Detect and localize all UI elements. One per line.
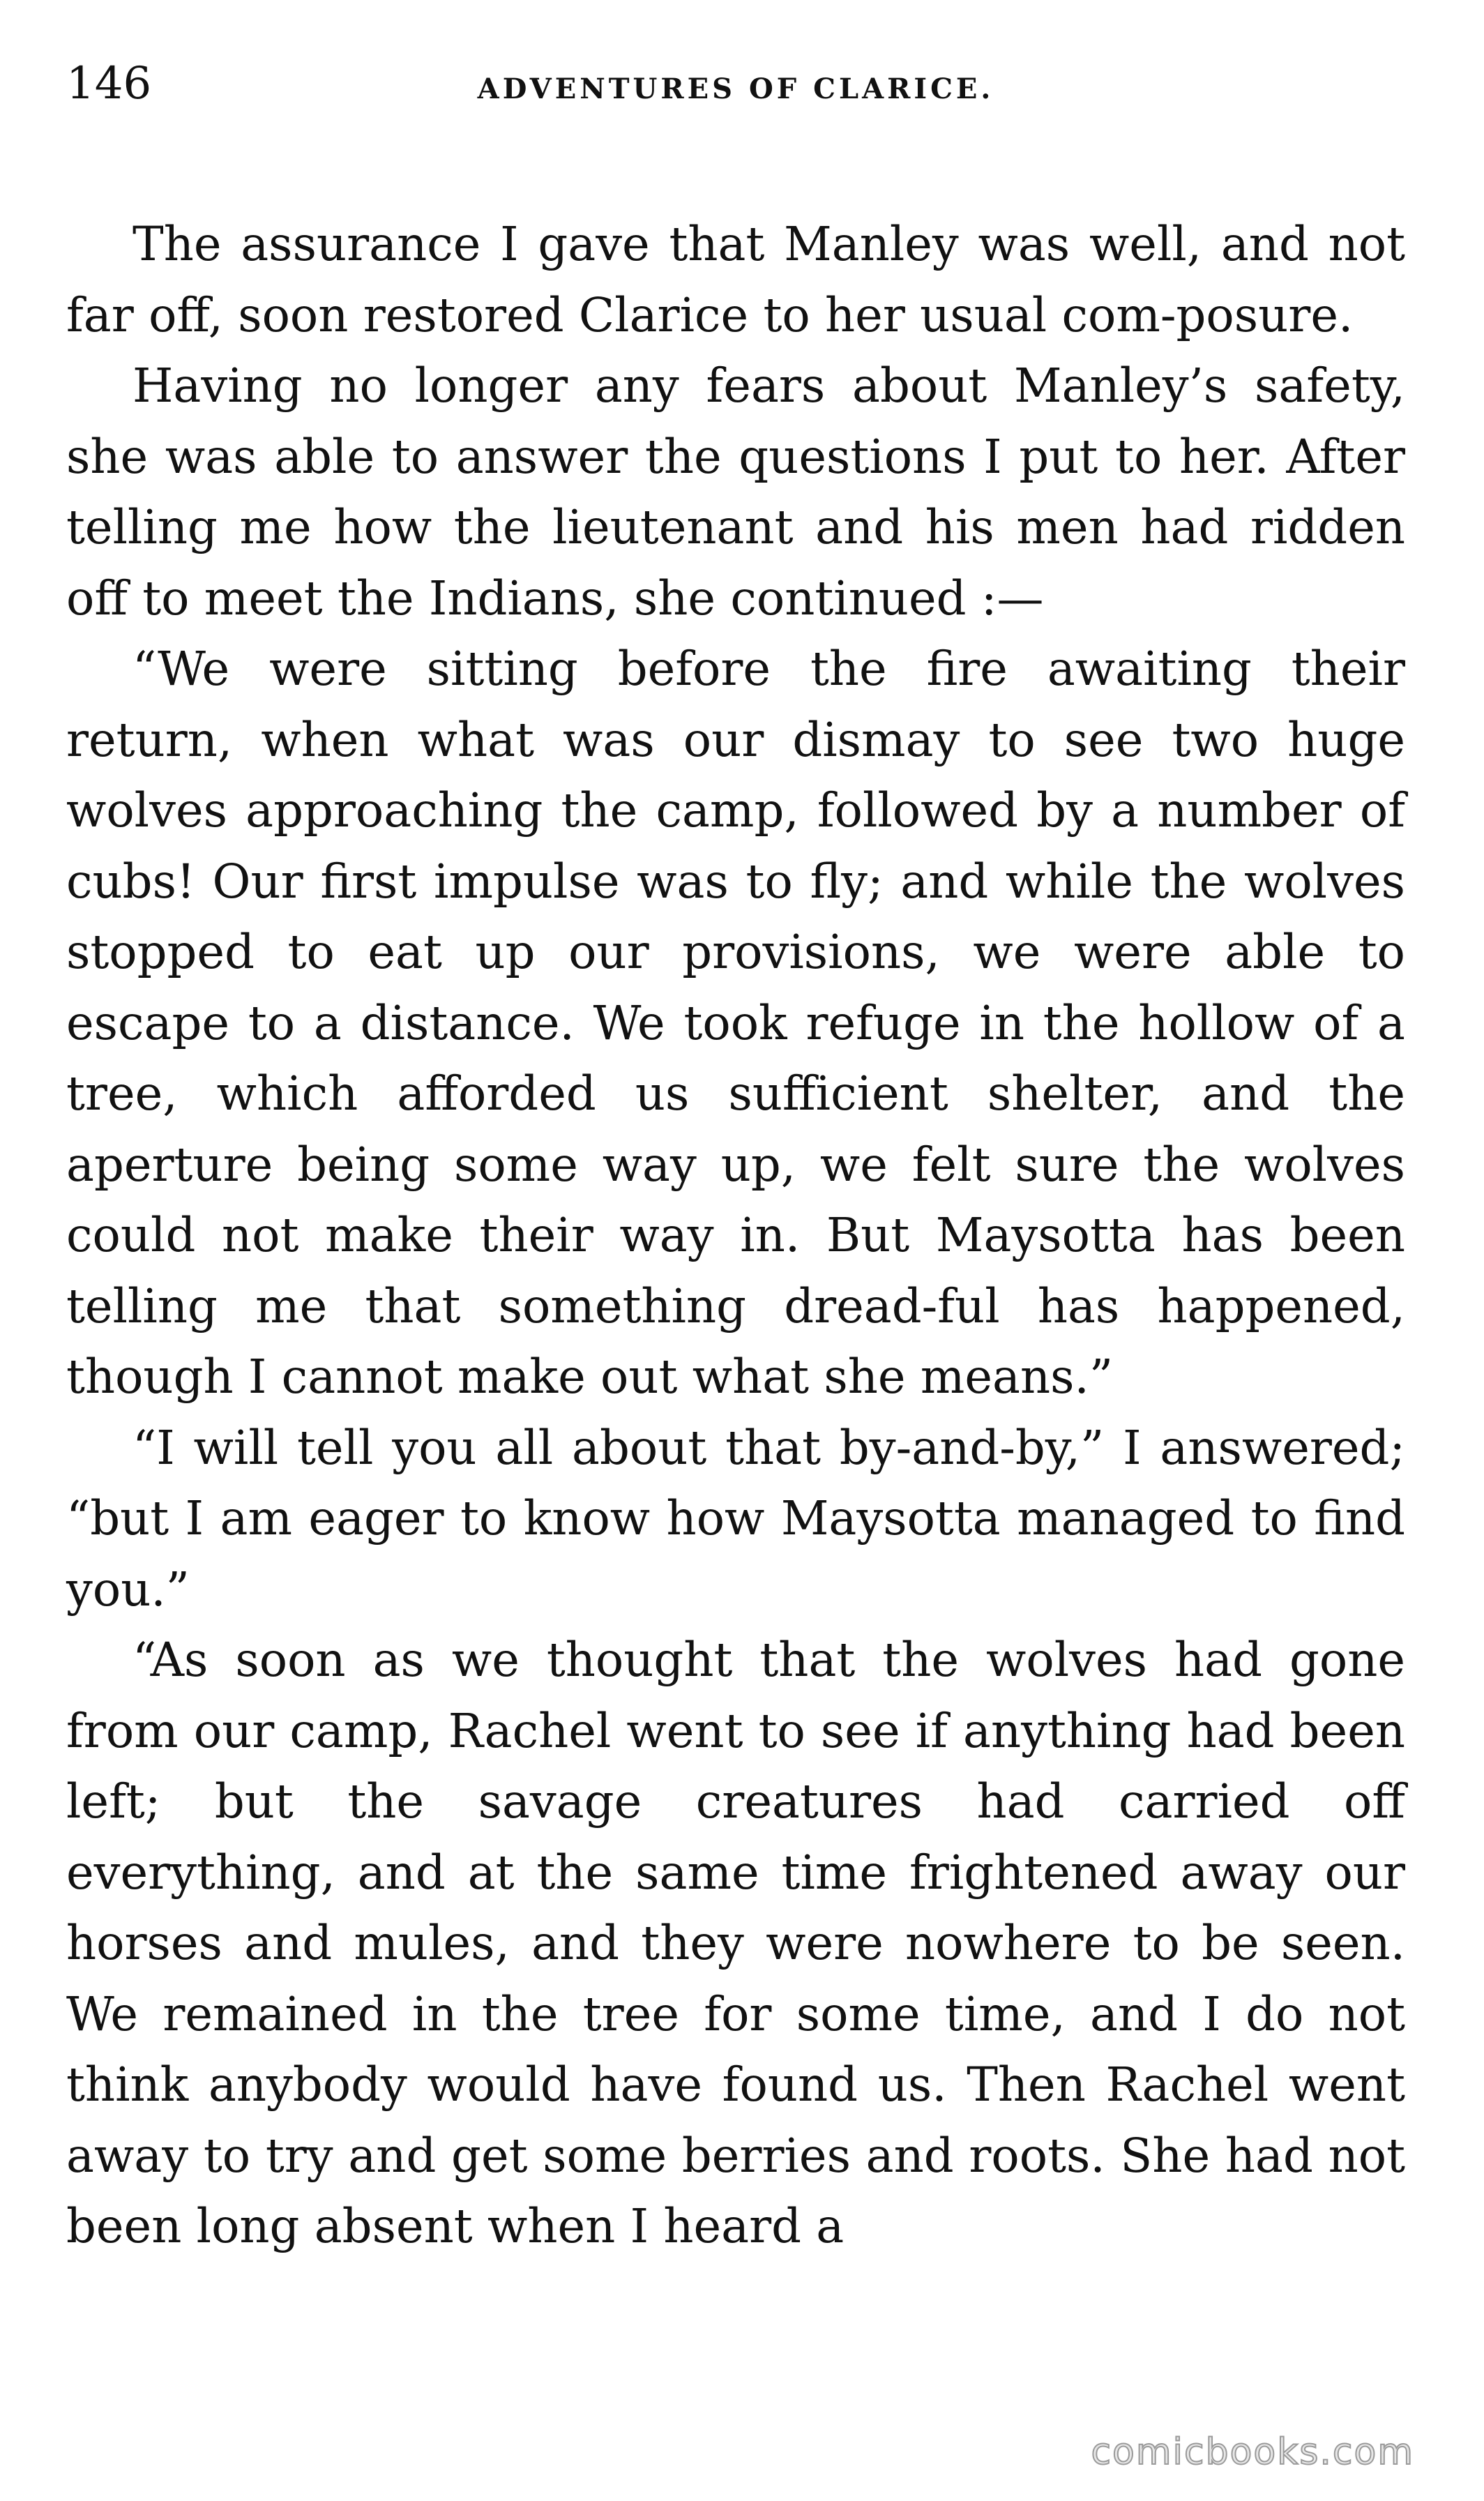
body-text xyxy=(66,209,1405,2262)
paragraph: “As soon as we thought that the wolves had gone from our camp, Rachel went to see if anything had been left; but the savage creatures had carried off everything, and at the same time frightened away our horses and mules, and they were nowhere to be seen. We remained in the tree for some time, and I do not think anybody would have found us. Then Rachel went away to try and get some berries and roots. She had not been long absent when I heard a xyxy=(66,1633,1405,2253)
paragraph: The assurance I gave that Manley was well, and not far off, soon restored Clarice to her usual com-posure. xyxy=(66,217,1405,342)
watermark: comicbooks.com xyxy=(1091,2431,1414,2473)
running-title: ADVENTURES OF CLARICE. xyxy=(477,73,994,105)
paragraph: “We were sitting before the fire awaiting their return, when what was our dismay to see two huge wolves approaching the camp, followed by a number of cubs! Our first impulse was to fly; and while the wolves stopped to eat up our provisions, we were able to escape to a distance. We took refuge in the hollow of a tree, which afforded us sufficient shelter, and the aperture being some way up, we felt sure the wolves could not make their way in. But Maysotta has been telling me that something dread-ful has happened, though I cannot make out what she means.” xyxy=(66,642,1405,1404)
page-header xyxy=(66,49,1405,133)
book-page xyxy=(66,49,1405,2262)
paragraph: “I will tell you all about that by-and-by,” I answered; “but I am eager to know how Maysotta managed to find you.” xyxy=(66,1420,1405,1617)
page-number: 146 xyxy=(66,58,152,109)
paragraph: Having no longer any fears about Manley’s safety, she was able to answer the questions I put to her. After telling me how the lieutenant and his men had ridden off to meet the Indians, she continued :— xyxy=(66,358,1405,626)
